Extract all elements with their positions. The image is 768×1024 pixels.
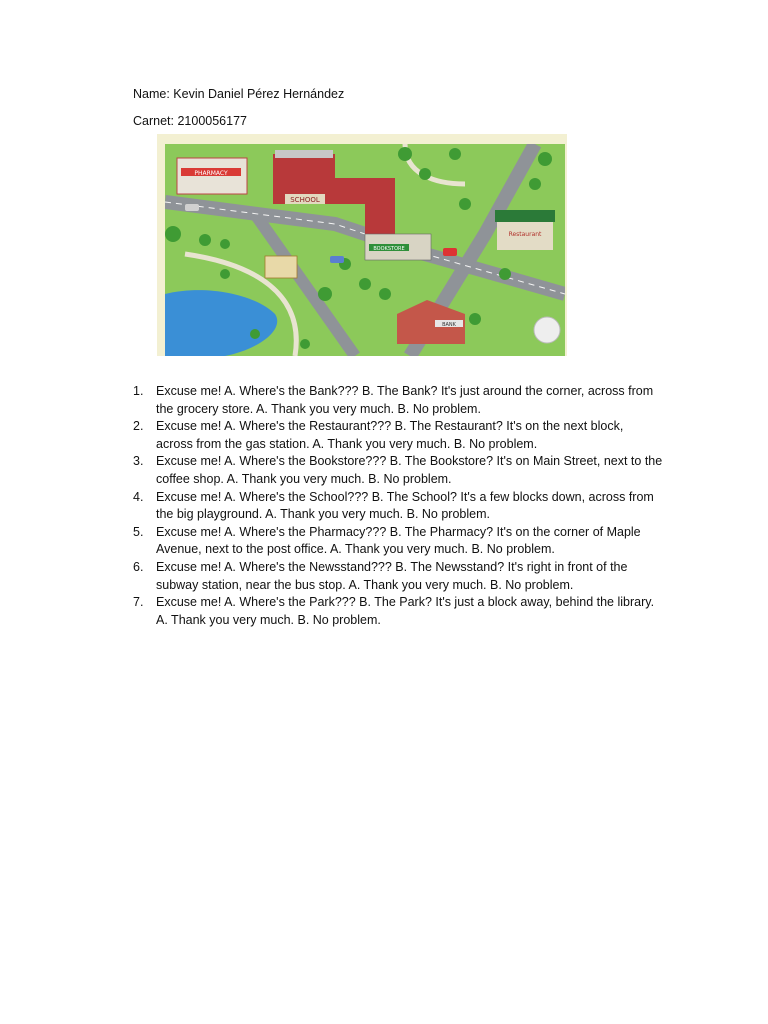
bank-sign-text: BANK bbox=[442, 322, 456, 328]
bookstore-sign-text: BOOKSTORE bbox=[373, 246, 405, 252]
list-item-number: 1. bbox=[133, 384, 144, 398]
town-map-illustration bbox=[165, 144, 565, 356]
student-name: Name: Kevin Daniel Pérez Hernández bbox=[133, 87, 345, 101]
list-item-number: 6. bbox=[133, 559, 144, 574]
list-item-number: 7. bbox=[133, 595, 144, 610]
list-item-number: 3. bbox=[133, 454, 144, 469]
list-item-text: Excuse me! A. Where's the Bank??? B. The Bank? It's just around the corner, across from the grocery store. A. Thank you very much. B. No problem. bbox=[156, 384, 654, 416]
list-item-text: Excuse me! A. Where's the Bookstore??? B. The Bookstore? It's on Main Street, next to the coffee shop. A. Thank you very much. B. No problem. bbox=[156, 454, 663, 486]
town-map-image bbox=[157, 134, 567, 356]
list-item bbox=[133, 594, 663, 629]
map-compass-badge bbox=[534, 317, 560, 343]
dialogue-list bbox=[133, 383, 663, 629]
map-car bbox=[330, 256, 344, 263]
list-item bbox=[133, 383, 663, 418]
list-item bbox=[133, 418, 663, 453]
list-item bbox=[133, 559, 663, 594]
restaurant-sign-text: Restaurant bbox=[508, 231, 542, 238]
list-item bbox=[133, 524, 663, 559]
list-item-number: 2. bbox=[133, 419, 144, 434]
list-item-number: 5. bbox=[133, 524, 144, 539]
list-item-text: Excuse me! A. Where's the School??? B. The School? It's a few blocks down, across from the big playground. A. Thank you very much. B. No problem. bbox=[156, 489, 654, 522]
map-car bbox=[185, 204, 199, 211]
school-sign-text: SCHOOL bbox=[290, 196, 320, 204]
student-carnet: Carnet: 2100056177 bbox=[133, 114, 247, 128]
restaurant-roof bbox=[495, 210, 555, 222]
school-roof bbox=[275, 150, 333, 158]
pharmacy-sign-text: PHARMACY bbox=[194, 170, 228, 177]
list-item-text: Excuse me! A. Where's the Pharmacy??? B. The Pharmacy? It's on the corner of Maple Avenue, next to the post office. A. Thank you very much. B. No problem. bbox=[156, 524, 641, 557]
list-item-text: Excuse me! A. Where's the Restaurant??? B. The Restaurant? It's on the next block, across from the gas station. A. Thank you very much. B. No problem. bbox=[156, 419, 624, 451]
list-item-text: Excuse me! A. Where's the Park??? B. The Park? It's just a block away, behind the library. A. Thank you very much. B. No problem. bbox=[156, 595, 655, 627]
list-item bbox=[133, 489, 663, 524]
list-item bbox=[133, 453, 663, 488]
list-item-number: 4. bbox=[133, 489, 144, 504]
map-car bbox=[443, 248, 457, 256]
kiosk-building bbox=[265, 256, 297, 278]
list-item-text: Excuse me! A. Where's the Newsstand??? B. The Newsstand? It's right in front of the subway station, near the bus stop. A. Thank you very much. B. No problem. bbox=[156, 559, 628, 592]
